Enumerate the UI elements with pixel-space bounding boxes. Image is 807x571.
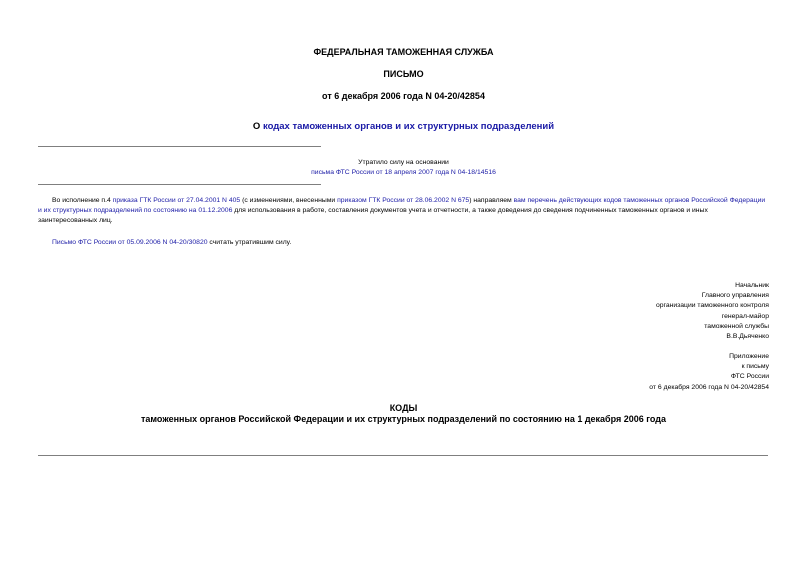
- codes-subtitle: таможенных органов Российской Федерации и их структурных подразделений по состоянию на 1 декабря 2006 года: [140, 414, 666, 424]
- signature-block: [656, 281, 769, 342]
- signature-line: генерал-майор: [721, 312, 769, 320]
- signature-line: организации таможенного контроля: [655, 302, 769, 310]
- body-paragraph-2: [38, 238, 768, 248]
- signature-line: Главного управления: [701, 292, 769, 300]
- agency-name: ФЕДЕРАЛЬНАЯ ТАМОЖЕННАЯ СЛУЖБА: [313, 47, 494, 57]
- subject-link[interactable]: кодах таможенных органов и их структурных подразделений: [262, 121, 555, 132]
- codes-list-link[interactable]: вам перечень действующих кодов таможенных органов Российской Федерации и их структурных подразделений по состоянию на 01.12.2006: [38, 197, 766, 214]
- document-type: ПИСЬМО: [383, 69, 424, 79]
- document-date-number: от 6 декабря 2006 года N 04-20/42854: [322, 91, 485, 101]
- body-text: ) направляем: [469, 197, 514, 204]
- subject-line: [0, 121, 807, 132]
- repeal-notice-text: Утратило силу на основании: [358, 159, 449, 166]
- codes-title: КОДЫ: [389, 403, 418, 413]
- order-675-link[interactable]: приказом ГТК России от 28.06.2002 N 675: [337, 197, 470, 204]
- signature-line: таможенной службы: [704, 322, 769, 330]
- order-405-link[interactable]: приказа ГТК России от 27.04.2001 N 405: [112, 197, 241, 204]
- letter-30820-link[interactable]: Письмо ФТС России от 05.09.2006 N 04-20/30820: [52, 239, 208, 246]
- signature-line: Начальник: [735, 282, 769, 289]
- repeal-notice-link[interactable]: письма ФТС России от 18 апреля 2007 года N 04-18/14516: [311, 169, 496, 176]
- signature-line: В.В.Дьяченко: [726, 333, 769, 341]
- body-text: считать утратившим силу.: [207, 239, 292, 246]
- appendix-block: [649, 352, 769, 393]
- appendix-line: от 6 декабря 2006 года N 04-20/42854: [649, 383, 769, 391]
- subject-prefix: О: [252, 121, 263, 132]
- section-divider: [38, 455, 768, 456]
- divider-top: [38, 146, 321, 147]
- body-paragraph-1: [38, 196, 768, 226]
- divider-bottom: [38, 184, 321, 185]
- body-text: Во исполнение п.4: [52, 197, 113, 204]
- appendix-line: ФТС России: [730, 373, 769, 381]
- appendix-line: Приложение: [729, 353, 769, 360]
- body-text: (с изменениями, внесенными: [240, 197, 338, 204]
- appendix-line: к письму: [741, 363, 769, 371]
- body-text: для использования в работе, составления документов учета и отчетности, а также доведения до сведения подчиненных таможенных органов и иных заинтересованных лиц.: [38, 207, 708, 224]
